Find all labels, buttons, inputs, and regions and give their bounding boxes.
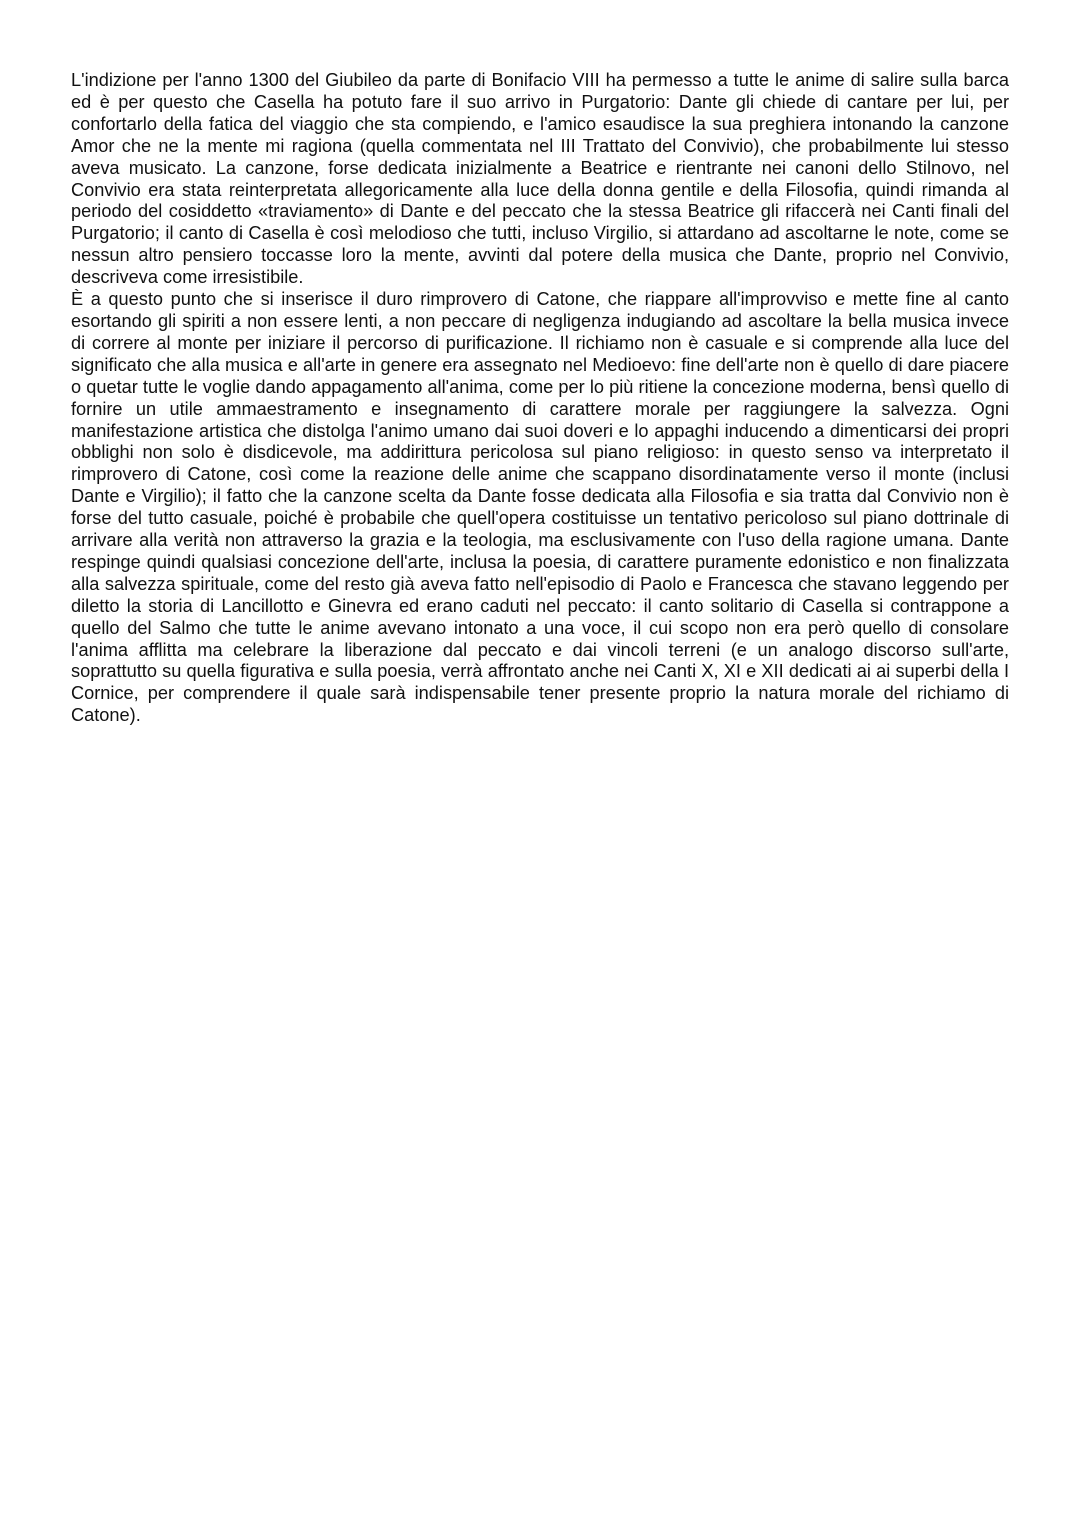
paragraph-catone-rebuke: È a questo punto che si inserisce il duro rimprovero di Catone, che riappare all'improvviso e mette fine al canto esortando gli spiriti a non essere lenti, a non peccare di negligenza indugiando ad ascoltare la bella musica invece di correre al monte per iniziare il percorso di purificazione. Il richiamo non è casuale e si comprende alla luce del significato che alla musica e all'arte in genere era assegnato nel Medioevo: fine dell'arte non è quello di dare piacere o quetar tutte le voglie dando appagamento all'anima, come per lo più ritiene la concezione moderna, bensì quello di fornire un utile ammaestramento e insegnamento di carattere morale per raggiungere la salvezza. Ogni manifestazione artistica che distolga l'animo umano dai suoi doveri e lo appaghi inducendo a dimenticarsi dei propri obblighi non solo è disdicevole, ma addirittura pericolosa sul piano religioso: in questo senso va interpretato il rimprovero di Catone, così come la reazione delle anime che scappano disordinatamente verso il monte (inclusi Dante e Virgilio); il fatto che la canzone scelta da Dante fosse dedicata alla Filosofia e sia tratta dal Convivio non è forse del tutto casuale, poiché è probabile che quell'opera costituisse un tentativo pericoloso sul piano dottrinale di arrivare alla verità non attraverso la grazia e la teologia, ma esclusivamente con l'uso della ragione umana. Dante respinge quindi qualsiasi concezione dell'arte, inclusa la poesia, di carattere puramente edonistico e non finalizzata alla salvezza spirituale, come del resto già aveva fatto nell'episodio di Paolo e Francesca che stavano leggendo per diletto la storia di Lancillotto e Ginevra ed erano caduti nel peccato: il canto solitario di Casella si contrappone a quello del Salmo che tutte le anime avevano intonato a una voce, il cui scopo non era però quello di consolare l'anima afflitta ma celebrare la liberazione dal peccato e dai vincoli terreni (e un analogo discorso sull'arte, soprattutto su quella figurativa e sulla poesia, verrà affrontato anche nei Canti X, XI e XII dedicati ai ai superbi della I Cornice, per comprendere il quale sarà indispensabile tener presente proprio la natura morale del richiamo di Catone). xyxy=(71,289,1009,726)
paragraph-jubilee-casella: L'indizione per l'anno 1300 del Giubileo da parte di Bonifacio VIII ha permesso a tutte le anime di salire sulla barca ed è per questo che Casella ha potuto fare il suo arrivo in Purgatorio: Dante gli chiede di cantare per lui, per confortarlo della fatica del viaggio che sta compiendo, e l'amico esaudisce la sua preghiera intonando la canzone Amor che ne la mente mi ragiona (quella commentata nel III Trattato del Convivio), che probabilmente lui stesso aveva musicato. La canzone, forse dedicata inizialmente a Beatrice e rientrante nei canoni dello Stilnovo, nel Convivio era stata reinterpretata allegoricamente alla luce della donna gentile e della Filosofia, quindi rimanda al periodo del cosiddetto «traviamento» di Dante e del peccato che la stessa Beatrice gli rifaccerà nei Canti finali del Purgatorio; il canto di Casella è così melodioso che tutti, incluso Virgilio, si attardano ad ascoltarne le note, come se nessun altro pensiero toccasse loro la mente, avvinti dal potere della musica che Dante, proprio nel Convivio, descriveva come irresistibile. xyxy=(71,70,1009,288)
body-text xyxy=(71,70,1009,727)
